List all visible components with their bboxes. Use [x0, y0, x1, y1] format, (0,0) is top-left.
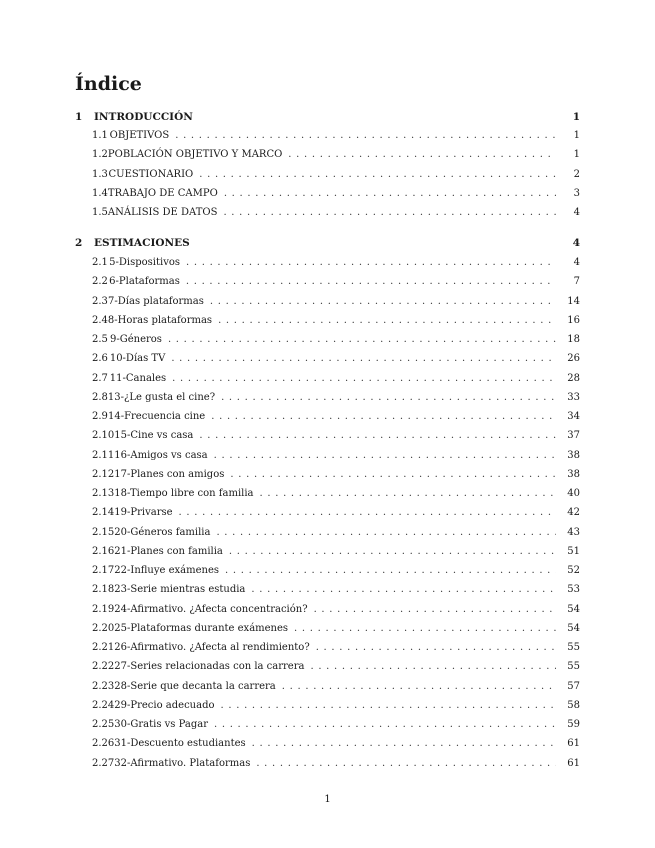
subsection-page-number: 54: [567, 622, 580, 634]
dot-leader: [186, 275, 556, 289]
subsection-title: OBJETIVOS: [109, 130, 170, 141]
dot-leader: [288, 148, 556, 162]
subsection-page-number: 53: [567, 584, 580, 596]
subsection-title: 32-Afirmativo. Plataformas: [114, 757, 251, 769]
subsection-number: 1.3: [92, 168, 108, 180]
dot-leader: [179, 506, 556, 520]
toc-subsection-entry[interactable]: [75, 256, 580, 270]
subsection-page-number: 7: [573, 276, 580, 288]
subsection-number: 2.23: [92, 680, 115, 692]
subsection-page-number: 2: [573, 168, 580, 180]
dot-leader: [175, 129, 556, 143]
dot-leader: [214, 449, 556, 463]
toc-subsection-entry[interactable]: [75, 168, 580, 182]
dot-leader: [221, 699, 557, 713]
subsection-title: POBLACIÓN OBJETIVO Y MARCO: [107, 149, 283, 161]
subsection-title: 13-¿Le gusta el cine?: [107, 391, 216, 403]
subsection-page-number: 4: [573, 257, 580, 268]
dot-leader: [171, 352, 556, 366]
dot-leader: [199, 429, 556, 443]
subsection-title: 26-Afirmativo. ¿Afecta al rendimiento?: [114, 642, 310, 653]
dot-leader: [282, 680, 556, 694]
subsection-number: 2.4: [92, 314, 108, 326]
section-number: 2: [75, 237, 83, 249]
toc-subsection-entry[interactable]: [75, 603, 580, 617]
dot-leader: [310, 660, 556, 674]
subsection-title: 17-Planes con amigos: [114, 468, 225, 480]
subsection-number: 2.20: [92, 622, 115, 634]
toc-subsection-entry[interactable]: [75, 699, 580, 713]
subsection-title: 20-Géneros familia: [114, 526, 211, 538]
subsection-title: 25-Plataformas durante exámenes: [114, 622, 289, 634]
subsection-number: 2.10: [92, 430, 115, 442]
subsection-page-number: 18: [567, 334, 580, 345]
subsection-number: 2.3: [92, 295, 108, 307]
dot-leader: [230, 468, 556, 482]
subsection-number: 1.2: [92, 149, 108, 161]
subsection-page-number: 52: [567, 565, 580, 576]
dot-leader: [210, 295, 556, 309]
subsection-title: ANÁLISIS DE DATOS: [107, 207, 218, 218]
dot-leader: [224, 187, 556, 201]
subsection-title: 22-Influye exámenes: [114, 565, 220, 576]
toc-subsection-entry[interactable]: [75, 526, 580, 540]
subsection-title: 27-Series relacionadas con la carrera: [114, 661, 305, 673]
toc-subsection-entry[interactable]: [75, 622, 580, 636]
subsection-page-number: 1: [573, 149, 580, 161]
subsection-title: 16-Amigos vs casa: [114, 449, 208, 461]
toc-subsection-entry[interactable]: [75, 333, 580, 347]
subsection-number: 2.9: [92, 411, 108, 422]
subsection-number: 2.26: [92, 738, 115, 750]
subsection-number: 1.5: [92, 207, 108, 218]
toc-subsection-entry[interactable]: [75, 352, 580, 366]
subsection-title: 8-Horas plataformas: [107, 314, 213, 326]
subsection-page-number: 54: [567, 603, 580, 615]
toc-subsection-entry[interactable]: [75, 372, 580, 386]
subsection-page-number: 61: [567, 757, 580, 769]
subsection-page-number: 61: [567, 738, 580, 750]
subsection-page-number: 43: [567, 526, 580, 538]
toc-subsection-entry[interactable]: [75, 468, 580, 482]
subsection-number: 2.14: [92, 507, 115, 519]
toc-subsection-entry[interactable]: [75, 545, 580, 559]
dot-leader: [199, 168, 556, 182]
section-title: INTRODUCCIÓN: [94, 111, 193, 123]
toc-subsection-entry[interactable]: [75, 506, 580, 520]
section-title: ESTIMACIONES: [94, 237, 190, 249]
toc-subsection-entry[interactable]: [75, 564, 580, 578]
subsection-page-number: 55: [567, 661, 580, 673]
subsection-number: 2.5: [92, 334, 108, 345]
subsection-number: 2.2: [92, 276, 108, 288]
subsection-title: 31-Descuento estudiantes: [114, 738, 246, 750]
section-page-number: 4: [572, 237, 580, 249]
subsection-number: 2.1: [92, 257, 108, 268]
subsection-number: 2.19: [92, 603, 115, 615]
toc-subsection-entry[interactable]: [75, 429, 580, 443]
subsection-number: 2.17: [92, 565, 115, 576]
page-title: Índice: [75, 73, 142, 95]
toc-subsection-entry[interactable]: [75, 187, 580, 201]
toc-subsection-entry[interactable]: [75, 295, 580, 309]
subsection-number: 2.25: [92, 719, 115, 730]
dot-leader: [251, 583, 556, 597]
subsection-page-number: 14: [567, 295, 580, 307]
subsection-title: 21-Planes con familia: [114, 545, 223, 557]
subsection-number: 1.4: [92, 187, 108, 199]
subsection-page-number: 51: [567, 545, 580, 557]
subsection-title: TRABAJO DE CAMPO: [107, 187, 218, 199]
toc-subsection-entry[interactable]: [75, 391, 580, 405]
subsection-page-number: 16: [567, 314, 580, 326]
subsection-number: 2.16: [92, 545, 115, 557]
dot-leader: [168, 333, 556, 347]
subsection-page-number: 3: [573, 187, 580, 199]
subsection-number: 2.8: [92, 391, 108, 403]
dot-leader: [260, 487, 557, 501]
subsection-page-number: 57: [567, 680, 580, 692]
subsection-title: 6-Plataformas: [109, 276, 180, 288]
toc-subsection-entry[interactable]: [75, 148, 580, 162]
toc-subsection-entry[interactable]: [75, 275, 580, 289]
subsection-number: 2.6: [92, 353, 108, 365]
subsection-number: 2.18: [92, 584, 115, 596]
dot-leader: [223, 206, 556, 220]
subsection-number: 2.13: [92, 488, 115, 499]
toc-subsection-entry[interactable]: [75, 718, 580, 732]
toc-subsection-entry[interactable]: [75, 206, 580, 220]
toc-subsection-entry[interactable]: [75, 641, 580, 655]
dot-leader: [221, 391, 556, 405]
subsection-title: 24-Afirmativo. ¿Afecta concentración?: [114, 603, 308, 615]
subsection-page-number: 38: [567, 468, 580, 480]
subsection-number: 2.7: [92, 372, 108, 384]
dot-leader: [316, 641, 556, 655]
dot-leader: [186, 256, 556, 270]
toc-subsection-entry[interactable]: [75, 314, 580, 328]
section-number: 1: [75, 111, 83, 123]
toc-section-entry[interactable]: [75, 236, 580, 250]
subsection-page-number: 34: [567, 411, 580, 422]
subsection-title: 9-Géneros: [109, 334, 162, 345]
dot-leader: [172, 372, 556, 386]
subsection-page-number: 26: [567, 353, 580, 365]
toc-subsection-entry[interactable]: [75, 449, 580, 463]
dot-leader: [216, 526, 556, 540]
dot-leader: [294, 622, 556, 636]
toc-subsection-entry[interactable]: [75, 410, 580, 424]
dot-leader: [214, 718, 556, 732]
dot-leader: [256, 757, 556, 771]
subsection-page-number: 40: [567, 488, 580, 499]
subsection-title: 10-Días TV: [109, 353, 166, 365]
dot-leader: [314, 603, 556, 617]
subsection-title: 5-Dispositivos: [109, 257, 180, 268]
toc-subsection-entry[interactable]: [75, 583, 580, 597]
toc-subsection-entry[interactable]: [75, 660, 580, 674]
subsection-title: 23-Serie mientras estudia: [114, 584, 246, 596]
subsection-number: 2.21: [92, 642, 115, 653]
subsection-title: 14-Frecuencia cine: [107, 411, 206, 422]
subsection-title: 11-Canales: [109, 372, 167, 384]
toc-section-entry[interactable]: [75, 110, 580, 124]
subsection-page-number: 1: [573, 130, 580, 141]
subsection-number: 2.15: [92, 526, 115, 538]
subsection-page-number: 58: [567, 699, 580, 711]
toc-subsection-entry[interactable]: [75, 737, 580, 751]
subsection-page-number: 37: [567, 430, 580, 442]
subsection-page-number: 42: [567, 507, 580, 519]
subsection-number: 2.27: [92, 757, 115, 769]
dot-leader: [218, 314, 556, 328]
subsection-page-number: 38: [567, 449, 580, 461]
subsection-title: 28-Serie que decanta la carrera: [114, 680, 276, 692]
page-number: 1: [324, 794, 331, 805]
subsection-title: 7-Días plataformas: [108, 295, 204, 307]
subsection-title: 15-Cine vs casa: [114, 430, 194, 442]
subsection-page-number: 33: [567, 391, 580, 403]
toc-subsection-entry[interactable]: [75, 680, 580, 694]
subsection-page-number: 4: [573, 207, 580, 218]
dot-leader: [225, 564, 556, 578]
subsection-number: 2.12: [92, 468, 115, 480]
dot-leader: [211, 410, 556, 424]
dot-leader: [252, 737, 556, 751]
subsection-number: 2.22: [92, 661, 115, 673]
subsection-number: 2.11: [92, 449, 115, 461]
subsection-page-number: 28: [567, 372, 580, 384]
subsection-number: 1.1: [92, 130, 108, 141]
subsection-page-number: 55: [567, 642, 580, 653]
dot-leader: [229, 545, 556, 559]
subsection-title: 30-Gratis vs Pagar: [114, 719, 208, 730]
subsection-page-number: 59: [567, 719, 580, 730]
subsection-title: 29-Precio adecuado: [114, 699, 215, 711]
subsection-number: 2.24: [92, 699, 115, 711]
toc-subsection-entry[interactable]: [75, 757, 580, 771]
subsection-title: 19-Privarse: [114, 507, 173, 519]
subsection-title: 18-Tiempo libre con familia: [114, 488, 254, 499]
section-page-number: 1: [572, 111, 580, 123]
subsection-title: CUESTIONARIO: [108, 168, 194, 180]
toc-subsection-entry[interactable]: [75, 487, 580, 501]
toc-subsection-entry[interactable]: [75, 129, 580, 143]
